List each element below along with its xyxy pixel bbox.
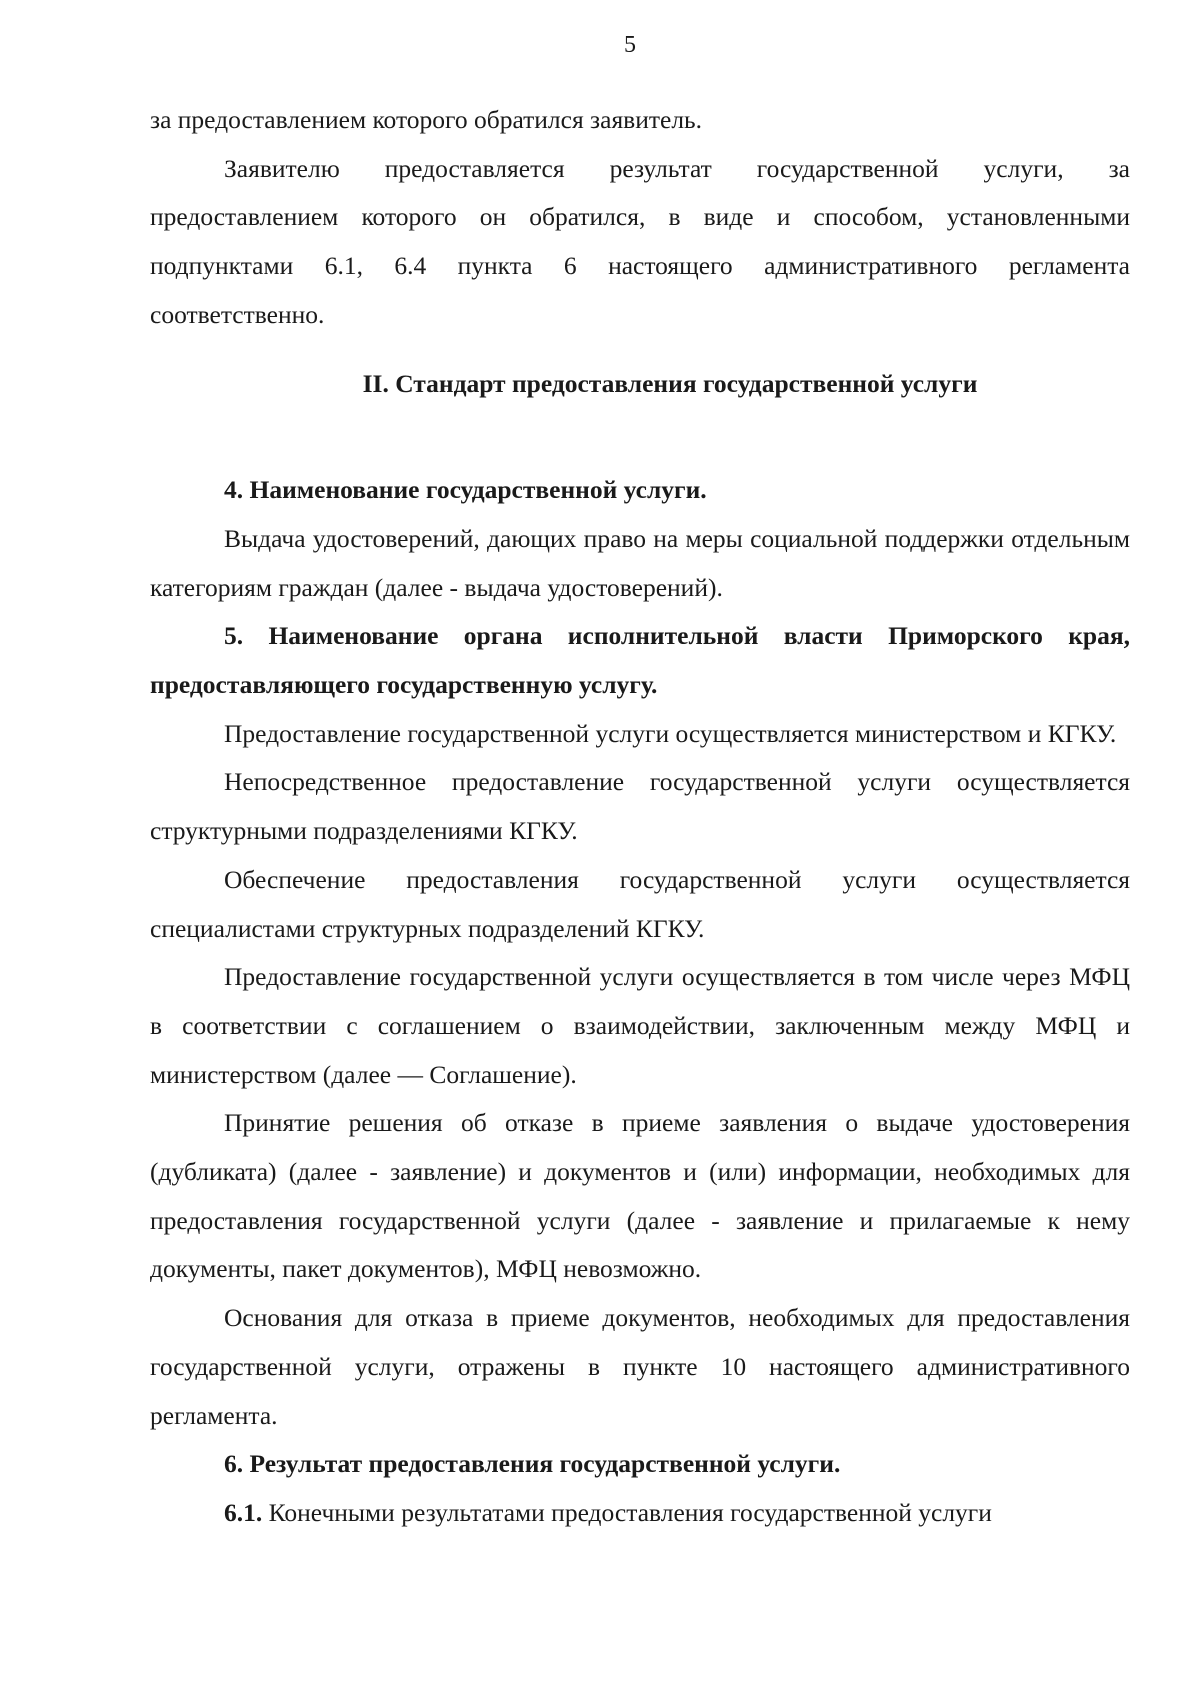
heading-6: 6. Результат предоставления государственной услуги. <box>224 1449 841 1479</box>
item-number-6-1: 6.1. <box>224 1497 263 1527</box>
paragraph-continuation: за предоставлением которого обратился заявитель. <box>150 105 703 134</box>
heading-5: 5. Наименование органа исполнительной власти Приморского края, предоставляющего государственную услугу. <box>150 621 1130 700</box>
paragraph-5d: Предоставление государственной услуги осуществляется в том числе через МФЦ в соответствии с соглашением о взаимодействии, заключенным между МФЦ и министерством (далее — Соглашение). <box>150 962 1130 1089</box>
paragraph-5a: Предоставление государственной услуги осуществляется министерством и КГКУ. <box>224 718 1117 748</box>
heading-4: 4. Наименование государственной услуги. <box>224 475 707 505</box>
document-body <box>150 96 1130 1538</box>
paragraph-4: Выдача удостоверений, дающих право на меры социальной поддержки отдельным категориям граждан (далее - выдача удостоверений). <box>150 523 1130 602</box>
paragraph-5c: Обеспечение предоставления государственной услуги осуществляется специалистами структурных подразделений КГКУ. <box>150 864 1130 943</box>
paragraph-5f: Основания для отказа в приеме документов, необходимых для предоставления государственной услуги, отражены в пункте 10 настоящего административного регламента. <box>150 1303 1130 1430</box>
paragraph-5b: Непосредственное предоставление государственной услуги осуществляется структурными подразделениями КГКУ. <box>150 767 1130 846</box>
paragraph-result-provided: Заявителю предоставляется результат государственной услуги, за предоставлением которого он обратился, в виде и способом, установленными подпунктами 6.1, 6.4 пункта 6 настоящего административного регламента соответственно. <box>150 153 1130 329</box>
section-title: II. Стандарт предоставления государственной услуги <box>362 368 978 398</box>
paragraph-6-1 <box>150 1489 1130 1538</box>
item-text-6-1: Конечными результатами предоставления государственной услуги <box>262 1497 992 1527</box>
page-number: 5 <box>624 32 636 58</box>
paragraph-5e: Принятие решения об отказе в приеме заявления о выдаче удостоверения (дубликата) (далее - заявление) и документов и (или) информации, необходимых для предоставления государственной услуги (далее - заявление и прилагаемые к нему документы, пакет документов), МФЦ невозможно. <box>150 1108 1130 1284</box>
spacer <box>150 408 1130 466</box>
